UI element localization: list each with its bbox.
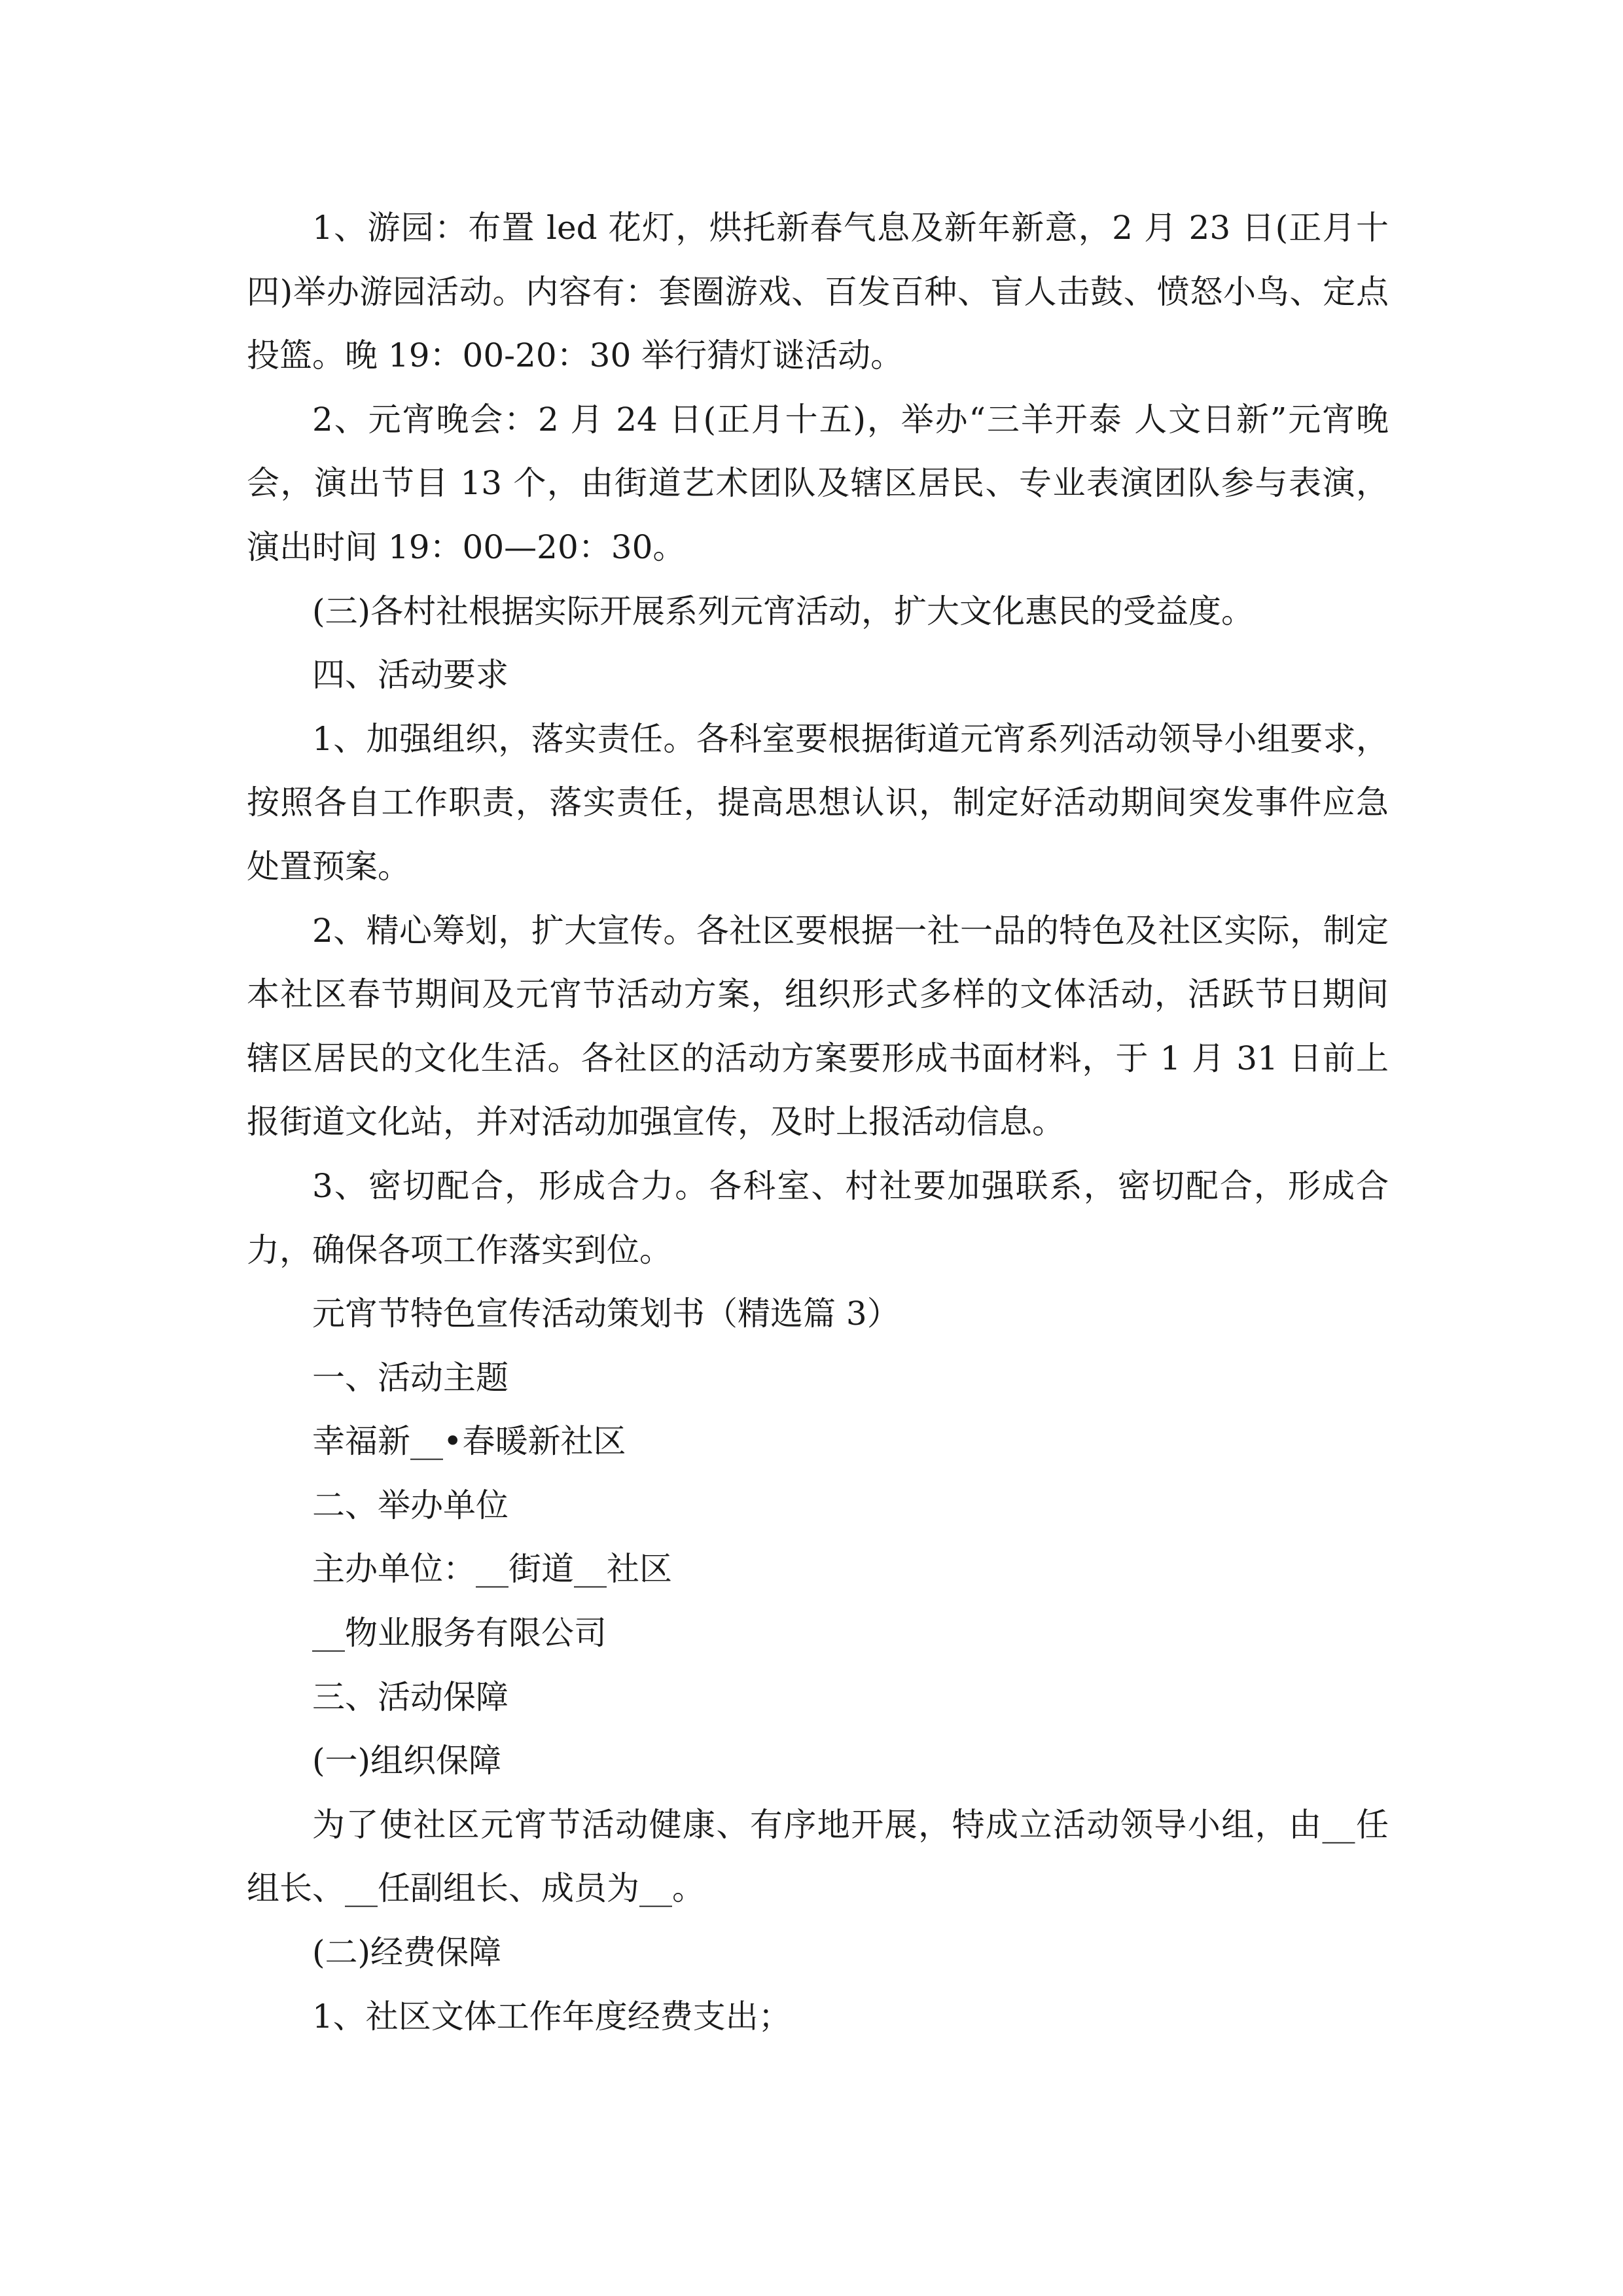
paragraph-garden-party: 1、游园：布置 led 花灯，烘托新春气息及新年新意，2 月 23 日(正月十四)举办游园活动。内容有：套圈游戏、百发百种、盲人击鼓、愤怒小鸟、定点投篮。晚 19：00-20：30 举行猜灯谜活动。 — [247, 209, 1389, 375]
document-subtitle: 元宵节特色宣传活动策划书（精选篇 3） — [312, 1295, 900, 1333]
subheading-organizational-guarantee: (一)组织保障 — [312, 1742, 502, 1780]
theme-text: 幸福新__•春暖新社区 — [312, 1422, 626, 1461]
section-heading-theme: 一、活动主题 — [312, 1358, 508, 1397]
organizer-line: 主办单位：__街道__社区 — [312, 1550, 672, 1588]
section-heading-requirements: 四、活动要求 — [312, 656, 508, 694]
section-heading-guarantee: 三、活动保障 — [312, 1677, 508, 1716]
paragraph-village-activities: (三)各村社根据实际开展系列元宵活动，扩大文化惠民的受益度。 — [312, 592, 1255, 630]
paragraph-organization: 1、加强组织，落实责任。各科室要根据街道元宵系列活动领导小组要求，按照各自工作职责，落实责任，提高思想认识，制定好活动期间突发事件应急处置预案。 — [247, 719, 1389, 886]
document-body — [247, 196, 1389, 2049]
paragraph-cooperation: 3、密切配合，形成合力。各科室、村社要加强联系，密切配合，形成合力，确保各项工作落实到位。 — [247, 1166, 1389, 1269]
paragraph-leadership-group: 为了使社区元宵节活动健康、有序地开展，特成立活动领导小组，由__任组长、__任副组长、成员为__。 — [247, 1805, 1389, 1908]
funding-item-1: 1、社区文体工作年度经费支出； — [312, 1997, 791, 2036]
co-organizer-line: __物业服务有限公司 — [312, 1614, 607, 1653]
section-heading-organizers: 二、举办单位 — [312, 1486, 508, 1524]
paragraph-publicity: 2、精心筹划，扩大宣传。各社区要根据一社一品的特色及社区实际，制定本社区春节期间及元宵节活动方案，组织形式多样的文体活动，活跃节日期间辖区居民的文化生活。各社区的活动方案要形成书面材料，于 1 月 31 日前上报街道文化站，并对活动加强宣传，及时上报活动信息。 — [247, 911, 1389, 1141]
paragraph-lantern-gala: 2、元宵晚会：2 月 24 日(正月十五)，举办“三羊开泰 人文日新”元宵晚会，演出节目 13 个，由街道艺术团队及辖区居民、专业表演团队参与表演，演出时间 19：00—20：30。 — [247, 400, 1389, 566]
subheading-funding-guarantee: (二)经费保障 — [312, 1933, 502, 1972]
